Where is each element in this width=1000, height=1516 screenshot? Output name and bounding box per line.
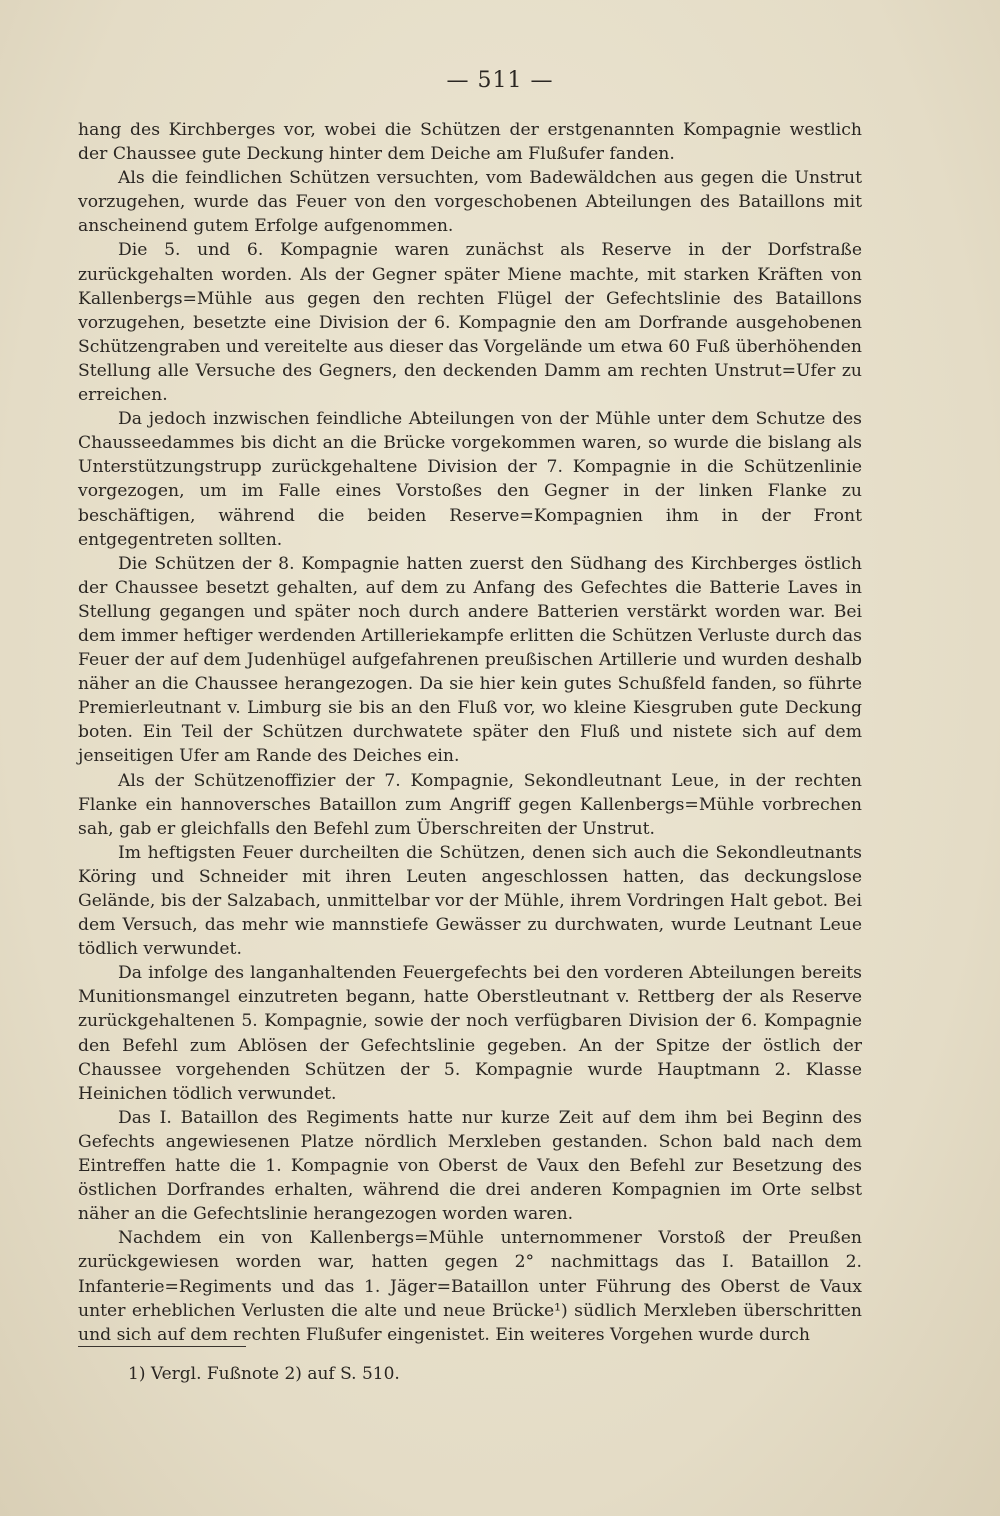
paragraph: Als der Schützenoffizier der 7. Kompagnie, Sekondleutnant Leue, in der rechten Flanke ein hannoversches Bataillon zum Angriff gegen Kallenbergs=Mühle vorbrechen sah, gab er gleichfalls den Befehl zum Überschreiten der Unstrut. <box>78 770 862 839</box>
paragraph: Das I. Bataillon des Regiments hatte nur kurze Zeit auf dem ihm bei Beginn des Gefechts angewiesenen Platze nördlich Merxleben gestanden. Schon bald nach dem Eintreffen hatte die 1. Kompagnie von Oberst de Vaux den Befehl zur Besetzung des östlichen Dorfrandes erhalten, während die drei anderen Kompagnien im Orte selbst näher an die Gefechtslinie herangezogen worden waren. <box>78 1107 862 1225</box>
paragraph: Da jedoch inzwischen feindliche Abteilungen von der Mühle unter dem Schutze des Chausseedammes bis dicht an die Brücke vorgekommen waren, so wurde die bislang als Unterstützungstrupp zurückgehaltene Division der 7. Kompagnie in die Schützenlinie vorgezogen, um im Falle eines Vorstoßes den Gegner in der linken Flanke zu beschäftigen, während die beiden Reserve=Kompagnien ihm in der Front entgegentreten sollten. <box>78 409 862 550</box>
page-number: — 511 — <box>446 68 554 93</box>
body-text <box>78 118 862 1347</box>
paragraph: Nachdem ein von Kallenbergs=Mühle unternommener Vorstoß der Preußen zurückgewiesen worden war, hatten gegen 2° nachmittags das I. Bataillon 2. Infanterie=Regiments und das 1. Jäger=Bataillon unter Führung des Oberst de Vaux unter erheblichen Verlusten die alte und neue Brücke¹) südlich Merxleben überschritten und sich auf dem rechten Flußufer eingenistet. Ein weiteres Vorgehen wurde durch <box>78 1228 862 1345</box>
paragraph: hang des Kirchberges vor, wobei die Schützen der erstgenannten Kompagnie westlich der Chaussee gute Deckung hinter dem Deiche am Flußufer fanden. <box>78 120 862 165</box>
footnote: 1) Vergl. Fußnote 2) auf S. 510. <box>128 1364 400 1384</box>
footnote-divider <box>78 1346 246 1347</box>
paragraph: Als die feindlichen Schützen versuchten, vom Badewäldchen aus gegen die Unstrut vorzugehen, wurde das Feuer von den vorgeschobenen Abteilungen des Bataillons mit anscheinend gutem Erfolge aufgenommen. <box>78 168 862 237</box>
paragraph: Im heftigsten Feuer durcheilten die Schützen, denen sich auch die Sekondleutnants Köring und Schneider mit ihren Leuten angeschlossen hatten, das deckungslose Gelände, bis der Salzabach, unmittelbar vor der Mühle, ihrem Vordringen Halt gebot. Bei dem Versuch, das mehr wie mannstiefe Gewässer zu durchwaten, wurde Leutnant Leue tödlich verwundet. <box>78 842 862 960</box>
paragraph: Die 5. und 6. Kompagnie waren zunächst als Reserve in der Dorfstraße zurückgehalten worden. Als der Gegner später Miene machte, mit starken Kräften von Kallenbergs=Mühle aus gegen den rechten Flügel der Gefechtslinie des Bataillons vorzugehen, besetzte eine Division der 6. Kompagnie den am Dorfrande ausgehobenen Schützengraben und vereitelte aus dieser das Vorgelände um etwa 60 Fuß überhöhenden Stellung alle Versuche des Gegners, den deckenden Damm am rechten Unstrut=Ufer zu erreichen. <box>78 240 862 406</box>
paragraph: Die Schützen der 8. Kompagnie hatten zuerst den Südhang des Kirchberges östlich der Chaussee besetzt gehalten, auf dem zu Anfang des Gefechtes die Batterie Laves in Stellung gegangen und später noch durch andere Batterien verstärkt worden war. Bei dem immer heftiger werdenden Artilleriekampfe erlitten die Schützen Verluste durch das Feuer der auf dem Judenhügel aufgefahrenen preußischen Artillerie und wurden deshalb näher an die Chaussee herangezogen. Da sie hier kein gutes Schußfeld fanden, so führte Premierleutnant v. Limburg sie bis an den Fluß vor, wo kleine Kiesgruben gute Deckung boten. Ein Teil der Schützen durchwatete später den Fluß und nistete sich auf dem jenseitigen Ufer am Rande des Deiches ein. <box>78 553 862 767</box>
paragraph: Da infolge des langanhaltenden Feuergefechts bei den vorderen Abteilungen bereits Munitionsmangel einzutreten begann, hatte Oberstleutnant v. Rettberg der als Reserve zurückgehaltenen 5. Kompagnie, sowie der noch verfügbaren Division der 6. Kompagnie den Befehl zum Ablösen der Gefechtslinie gegeben. An der Spitze der östlich der Chaussee vorgehenden Schützen der 5. Kompagnie wurde Hauptmann 2. Klasse Heinichen tödlich verwundet. <box>78 963 862 1104</box>
